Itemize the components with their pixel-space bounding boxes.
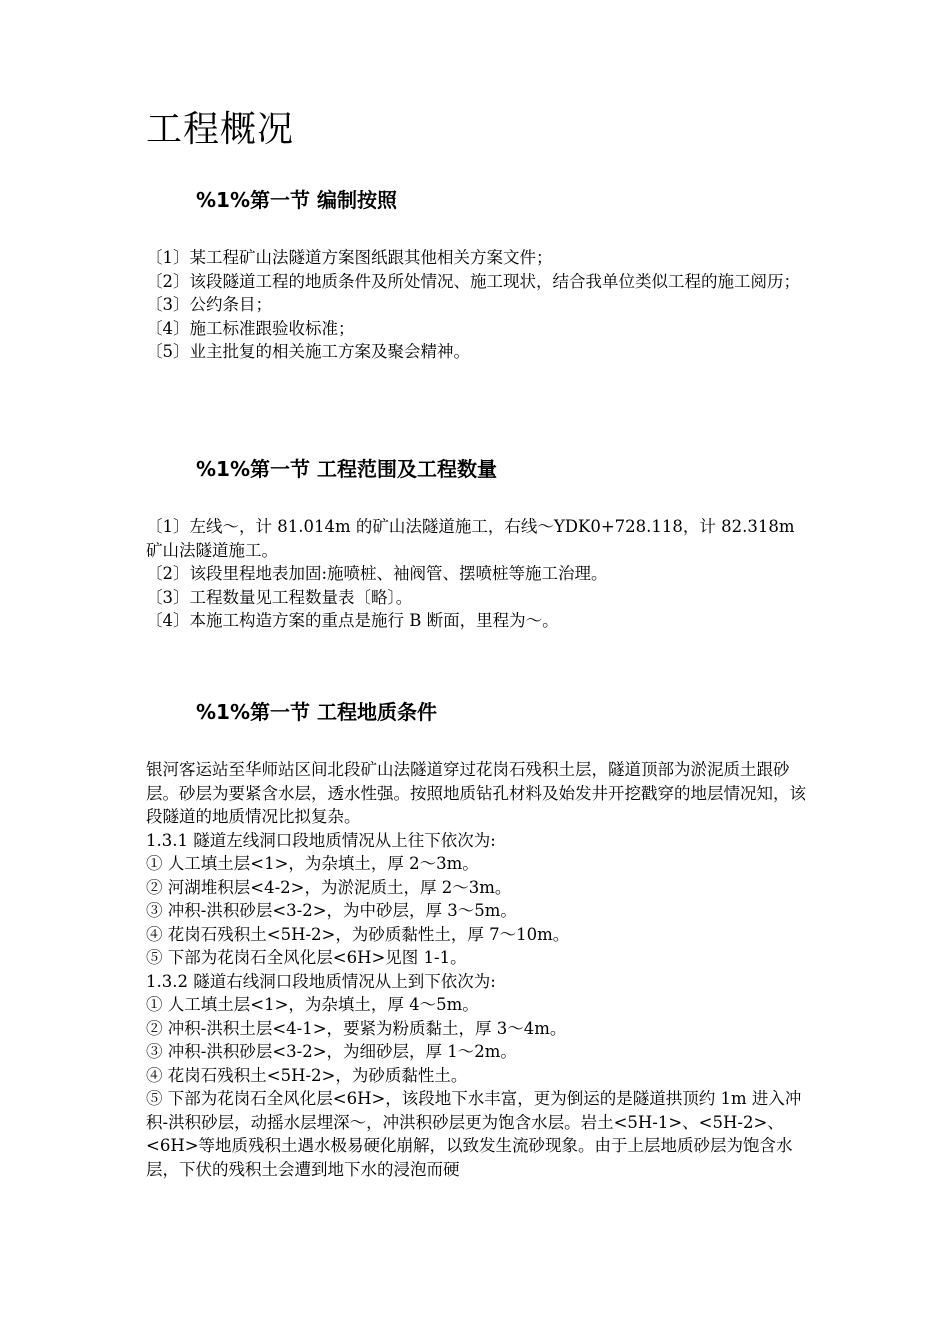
list-item: ④ 花岗石残积土<5H-2>，为砂质黏性土。 (146, 1065, 468, 1085)
list-item: 1.3.1 隧道左线洞口段地质情况从上往下依次为: (146, 830, 496, 850)
list-item: 〔1〕左线～，计 81.014m 的矿山法隧道施工，右线～YDK0+728.118，计 82.318m 矿山法隧道施工。 (146, 517, 795, 560)
section-scope-and-quantity (146, 455, 806, 633)
item-list (146, 758, 806, 1181)
list-item: ④ 花岗石残积土<5H-2>，为砂质黏性土，厚 7～10m。 (146, 924, 570, 944)
list-item: 〔2〕该段里程地表加固:施喷桩、袖阀管、摆喷桩等施工治理。 (146, 564, 608, 583)
list-item: ③ 冲积-洪积砂层<3-2>，为细砂层，厚 1～2m。 (146, 1042, 517, 1061)
section-heading: %1%第一节 工程地质条件 (196, 700, 437, 724)
list-item: 〔1〕某工程矿山法隧道方案图纸跟其他相关方案文件； (146, 248, 553, 267)
list-item: ② 冲积-洪积土层<4-1>，要紧为粉质黏土，厚 3～4m。 (146, 1018, 567, 1038)
list-item: 〔4〕施工标准跟验收标准； (146, 318, 355, 338)
list-item: 〔3〕公约条目； (146, 295, 272, 314)
section-geology (146, 698, 806, 1181)
list-item: ① 人工填土层<1>，为杂填土，厚 4～5m。 (146, 995, 479, 1014)
list-item: 〔5〕业主批复的相关施工方案及聚会精神。 (146, 342, 470, 361)
list-item: ① 人工填土层<1>，为杂填土，厚 2～3m。 (146, 854, 479, 873)
list-item: ⑤ 下部为花岗石全风化层<6H>见图 1-1。 (146, 948, 467, 967)
section-compilation-basis (146, 186, 806, 364)
section-heading: %1%第一节 工程范围及工程数量 (196, 457, 497, 481)
list-item: ⑤ 下部为花岗石全风化层<6H>，该段地下水丰富，更为倒运的是隧道拱顶约 1m 进入冲积-洪积砂层，动摇水层埋深～，冲洪积砂层更为饱含水层。岩土<5H-1>、<5H-2>、<6H>等地质残积土遇水极易硬化崩解，以致发生流砂现象。由于上层地质砂层为饱含水层，下伏的残积土会遭到地下水的浸泡而硬 (146, 1089, 802, 1179)
document-title: 工程概况 (146, 109, 295, 150)
list-item: 〔3〕工程数量见工程数量表〔略〕。 (146, 587, 413, 607)
section-heading: %1%第一节 编制按照 (196, 188, 397, 212)
item-list (146, 246, 806, 364)
item-list (146, 515, 806, 633)
list-item: ③ 冲积-洪积砂层<3-2>，为中砂层，厚 3～5m。 (146, 901, 517, 920)
list-item: 〔2〕该段隧道工程的地质条件及所处情况、施工现状，结合我单位类似工程的施工阅历； (146, 271, 800, 291)
list-item: ② 河湖堆积层<4-2>，为淤泥质土，厚 2～3m。 (146, 877, 512, 897)
paragraph: 银河客运站至华师站区间北段矿山法隧道穿过花岗石残积土层，隧道顶部为淤泥质土跟砂层。砂层为要紧含水层，透水性强。按照地质钻孔材料及始发井开挖戳穿的地层情况知，该段隧道的地质情况比拟复杂。 (146, 760, 806, 826)
list-item: 〔4〕本施工构造方案的重点是施行 B 断面，里程为～。 (146, 611, 559, 630)
list-item: 1.3.2 隧道右线洞口段地质情况从上到下依次为: (146, 971, 496, 991)
